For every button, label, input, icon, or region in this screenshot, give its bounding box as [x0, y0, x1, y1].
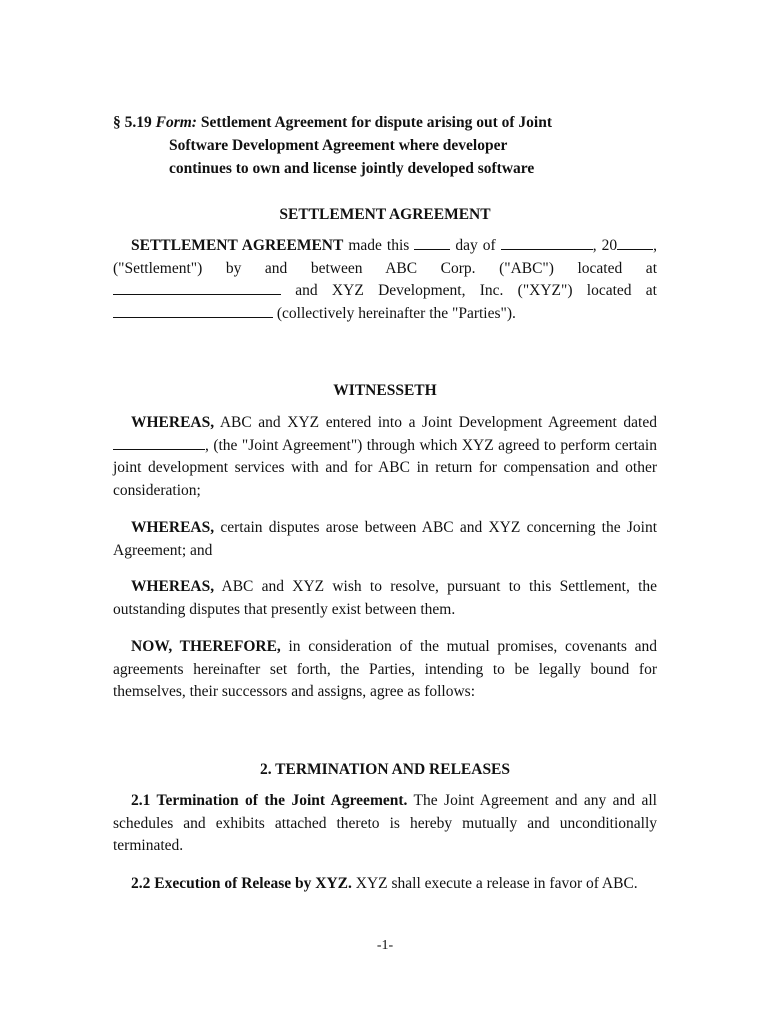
- section-number: § 5.19: [113, 114, 152, 131]
- intro-paragraph: SETTLEMENT AGREEMENT made this day of , 20 , ("Settlement") by and between ABC Corp. ("ABC") located at and XYZ Development, Inc. ("XYZ") located at (collectively hereinafter the "Parties").: [113, 237, 657, 322]
- intro-lead: SETTLEMENT AGREEMENT: [131, 237, 344, 254]
- witnesseth-heading: WITNESSETH: [333, 382, 437, 399]
- month-blank[interactable]: [501, 235, 593, 250]
- abc-address-blank[interactable]: [113, 280, 281, 295]
- heading-line3: continues to own and license jointly developed software: [169, 160, 535, 177]
- clause-2-1: 2.1 Termination of the Joint Agreement. The Joint Agreement and any and all schedules and exhibits attached thereto is hereby mutually and unconditionally terminated.: [113, 792, 657, 854]
- whereas-paragraph-3: WHEREAS, ABC and XYZ wish to resolve, pursuant to this Settlement, the outstanding disputes that presently exist between them.: [113, 578, 657, 618]
- page-number: -1-: [376, 938, 394, 953]
- section-2-title: 2. TERMINATION AND RELEASES: [259, 761, 511, 778]
- whereas-paragraph-2: WHEREAS, certain disputes arose between ABC and XYZ concerning the Joint Agreement; and: [113, 519, 657, 559]
- date-blank[interactable]: [113, 435, 205, 450]
- heading-line2: Software Development Agreement where developer: [169, 137, 508, 154]
- whereas-paragraph-1: WHEREAS, ABC and XYZ entered into a Joint Development Agreement dated , (the "Joint Agreement") through which XYZ agreed to perform certain joint development services with and for ABC in return for compensation and other consideration;: [113, 414, 657, 499]
- clause-2-2: 2.2 Execution of Release by XYZ. XYZ shall execute a release in favor of ABC.: [131, 875, 638, 892]
- agreement-title: SETTLEMENT AGREEMENT: [279, 206, 491, 223]
- day-blank[interactable]: [414, 235, 450, 250]
- section-heading: [113, 111, 673, 180]
- year-blank[interactable]: [617, 235, 653, 250]
- now-therefore-paragraph: NOW, THEREFORE, in consideration of the mutual promises, covenants and agreements hereinafter set forth, the Parties, intending to be legally bound for themselves, their successors and assigns, agree as follows:: [113, 638, 657, 700]
- xyz-address-blank[interactable]: [113, 303, 273, 318]
- form-label: Form:: [155, 114, 197, 131]
- heading-line1: Settlement Agreement for dispute arising out of Joint: [200, 114, 553, 131]
